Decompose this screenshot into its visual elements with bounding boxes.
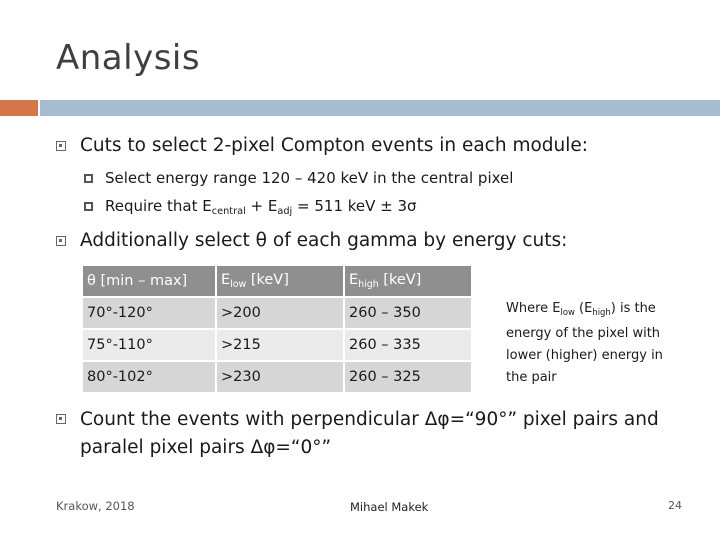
subbullet-energy-sum (84, 195, 417, 223)
table-row (83, 330, 473, 362)
bullet-square-icon (56, 414, 66, 424)
header-elow: $E_{low}$ [keV] (217, 266, 345, 298)
footer-location-date: Krakow, 2018 (56, 499, 135, 513)
cell-theta: 75°-110° (83, 330, 217, 362)
table-row (83, 362, 473, 394)
subbullet-square-icon (84, 174, 93, 183)
energy-cuts-table (83, 266, 473, 394)
bullet-cuts (56, 133, 588, 159)
cell-elow: >200 (217, 298, 345, 330)
cell-ehigh: 260 – 335 (345, 330, 473, 362)
subbullet-energy-sum-text: Require that $E_{central} + E_{adj} = 511$ keV ± 3σ (105, 197, 417, 217)
bullet-cuts-text: Cuts to select 2-pixel Compton events in each module: (80, 135, 589, 156)
bullet-count-text: Count the events with perpendicular Δφ=“90°” pixel pairs and paralel pixel pairs Δφ=“0°” (80, 409, 659, 458)
bullet-theta-text: Additionally select θ of each gamma by energy cuts: (80, 230, 568, 251)
cell-theta: 80°-102° (83, 362, 217, 394)
subbullet-square-icon (84, 202, 93, 211)
table-header-row (83, 266, 473, 298)
bullet-square-icon (56, 141, 66, 151)
cell-ehigh: 260 – 350 (345, 298, 473, 330)
bullet-square-icon (56, 236, 66, 246)
header-theta: θ [min – max] (83, 266, 217, 298)
cell-ehigh: 260 – 325 (345, 362, 473, 394)
footer-author: Mihael Makek (350, 500, 429, 514)
cell-theta: 70°-120° (83, 298, 217, 330)
header-ehigh: $E_{high}$ [keV] (345, 266, 473, 298)
subbullet-energy-range (84, 167, 513, 189)
slide-title: Analysis (56, 38, 201, 78)
page-number: 24 (668, 499, 682, 512)
title-rule-bar (40, 100, 720, 116)
title-rule-accent (0, 100, 38, 116)
bullet-count (56, 406, 696, 462)
cell-elow: >215 (217, 330, 345, 362)
subbullet-energy-range-text: Select energy range 120 – 420 keV in the central pixel (105, 169, 514, 187)
bullet-theta (56, 228, 567, 254)
cell-elow: >230 (217, 362, 345, 394)
table-note: Where $E_{low}$ $(E_{high})$ is the energy of the pixel with lower (higher) energy in the pair (506, 301, 663, 385)
table-row (83, 298, 473, 330)
